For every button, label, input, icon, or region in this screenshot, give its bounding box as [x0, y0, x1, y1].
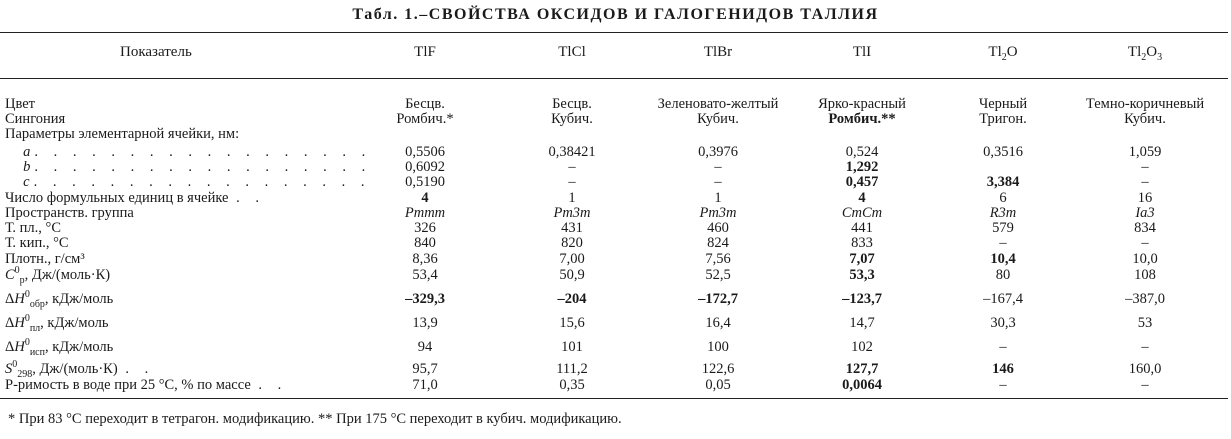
table-cell-tmelt-0: 326 [414, 220, 436, 236]
table-cell-s298-3: 127,7 [845, 361, 879, 377]
row-label [5, 206, 134, 221]
table-cell-tboil-2: 824 [707, 235, 729, 251]
table-cell-s298-4: 146 [992, 361, 1014, 377]
row-label-c: c [23, 174, 30, 190]
table-cell-hmelt-3: 14,7 [849, 315, 875, 331]
table-cell-cp-5: 108 [1134, 267, 1156, 283]
table-cell-syngony-0: Ромбич.* [396, 111, 454, 127]
table-cell-dens-2: 7,56 [705, 251, 731, 267]
table-cell-tmelt-5: 834 [1134, 220, 1156, 236]
header-tl2o: $Tl_2O$ [988, 44, 1018, 63]
table-cell-sol-0: 71,0 [412, 377, 438, 393]
table-title: Табл. 1.–СВОЙСТВА ОКСИДОВ И ГАЛОГЕНИДОВ ТАЛЛИЯ [352, 6, 879, 23]
table-cell-z-2: 1 [714, 190, 722, 206]
table-cell-a-5: 1,059 [1128, 144, 1162, 160]
table-cell-syngony-2: Кубич. [697, 111, 739, 127]
top-rule [0, 32, 1228, 33]
header-tlcl: TlCl [558, 44, 586, 60]
row-label: Р-римость в воде при 25 °С, % по массе . . [5, 377, 288, 393]
table-cell-hform-1: –204 [557, 291, 587, 307]
header-tlf: TlF [414, 44, 436, 60]
table-cell-c-4: 3,384 [986, 174, 1020, 190]
table-cell-b-3: 1,292 [845, 159, 879, 175]
table-cell-hmelt-1: 15,6 [559, 315, 585, 331]
table-cell-color-4: Черный [978, 96, 1028, 112]
table-cell-tboil-4: – [999, 235, 1007, 251]
table-cell-cp-0: 53,4 [412, 267, 438, 283]
table-cell-b-2: – [714, 159, 722, 175]
table-cell-z-3: 4 [858, 190, 866, 206]
row-label-h-vap: , кДж/моль [44, 339, 114, 355]
bottom-rule [0, 398, 1228, 399]
table-cell-syngony-3: Ромбич.** [828, 111, 896, 127]
table-cell-a-2: 0,3976 [698, 144, 738, 160]
row-label-cp: , Дж/(моль·К) [24, 267, 111, 283]
table-cell-syngony-1: Кубич. [551, 111, 593, 127]
table-cell-tmelt-3: 441 [851, 220, 873, 236]
table-cell-a-0: 0,5506 [405, 144, 445, 160]
table-cell-b-0: 0,6092 [405, 159, 445, 175]
table-cell-b-5: – [1141, 159, 1149, 175]
table-cell-tboil-1: 820 [561, 235, 583, 251]
row-label-color: Цвет [5, 96, 36, 112]
table-cell-hvap-0: 94 [417, 339, 433, 355]
row-label-formula-units: Число формульных единиц в ячейке [5, 190, 229, 206]
table-cell-group-2: Pm3m [699, 205, 737, 221]
table-cell-tboil-5: – [1141, 235, 1149, 251]
table-cell-cp-2: 52,5 [705, 267, 731, 283]
table-cell-hform-2: –172,7 [698, 291, 738, 307]
table-cell-s298-2: 122,6 [701, 361, 735, 377]
row-label [5, 97, 35, 112]
table-cell-color-2: Зеленовато-желтый [657, 96, 779, 112]
row-label-space-group: Пространств. группа [5, 205, 134, 221]
table-cell-z-4: 6 [999, 190, 1007, 206]
row-label-boiling: Т. кип., °С [5, 235, 69, 251]
table-cell-hvap-5: – [1141, 339, 1149, 355]
table-cell-hform-4: –167,4 [983, 291, 1023, 307]
header-tl2o3: $Tl_2O_3$ [1127, 44, 1163, 63]
table-cell-hvap-2: 100 [707, 339, 729, 355]
row-label-cell-params: Параметры элементарной ячейки, нм: [5, 126, 240, 142]
table-cell-cp-3: 53,3 [849, 267, 875, 283]
table-cell-dens-4: 10,4 [990, 251, 1016, 267]
table-cell-c-1: – [568, 174, 576, 190]
table-cell-color-0: Бесцв. [405, 96, 445, 112]
table-cell-group-3: CmCm [841, 205, 883, 221]
row-label-melting: Т. пл., °С [5, 220, 61, 236]
row-label: Число формульных единиц в ячейке . . [5, 190, 265, 206]
row-label: c . . . . . . . . . . . . . . . . . . [23, 174, 371, 190]
header-tli: TlI [852, 44, 872, 60]
table-cell-group-1: Pm3m [553, 205, 591, 221]
row-label-b: b [23, 159, 31, 175]
table-cell-hvap-3: 102 [851, 339, 873, 355]
table-cell-sol-4: – [999, 377, 1007, 393]
table-cell-sol-5: – [1141, 377, 1149, 393]
table-cell-s298-0: 95,7 [412, 361, 438, 377]
footnote: * При 83 °С переходит в тетрагон. модификацию. ** При 175 °С переходит в кубич. модификацию. [8, 411, 622, 427]
table-cell-hmelt-5: 53 [1137, 315, 1153, 331]
table-cell-hform-0: –329,3 [405, 291, 445, 307]
table-cell-c-2: – [714, 174, 722, 190]
row-label: b . . . . . . . . . . . . . . . . . . [23, 159, 372, 175]
table-cell-sol-1: 0,35 [559, 377, 585, 393]
table-cell-s298-5: 160,0 [1128, 361, 1162, 377]
header-rule [0, 78, 1228, 79]
table-cell-hmelt-0: 13,9 [412, 315, 438, 331]
row-label [5, 112, 65, 127]
table-cell-hmelt-4: 30,3 [990, 315, 1016, 331]
table-cell-a-4: 0,3516 [983, 144, 1023, 160]
table-cell-sol-2: 0,05 [705, 377, 731, 393]
table-cell-dens-5: 10,0 [1132, 251, 1158, 267]
row-label [5, 221, 61, 236]
row-label: $\Delta H^0_{пл}$, кДж/моль [5, 313, 109, 334]
table-cell-s298-1: 111,2 [556, 361, 588, 377]
row-label [5, 127, 239, 142]
table-cell-tmelt-4: 579 [992, 220, 1014, 236]
row-label-s298: , Дж/(моль·К) [32, 361, 118, 377]
row-label-h-form: , кДж/моль [44, 291, 114, 307]
table-cell-tboil-3: 833 [851, 235, 873, 251]
row-label-a: a [23, 144, 31, 160]
table-cell-sol-3: 0,0064 [842, 377, 882, 393]
table-cell-tmelt-2: 460 [707, 220, 729, 236]
table-cell-syngony-4: Тригон. [979, 111, 1027, 127]
table-cell-hmelt-2: 16,4 [705, 315, 731, 331]
row-label: $C^0_p$, Дж/(моль·К) [5, 265, 111, 286]
table-cell-z-5: 16 [1137, 190, 1153, 206]
table-cell-a-1: 0,38421 [548, 144, 596, 160]
table-cell-hform-5: –387,0 [1125, 291, 1165, 307]
table-cell-z-0: 4 [421, 190, 429, 206]
row-label: $\Delta H^0_{обр}$, кДж/моль [5, 289, 114, 310]
table-cell-tboil-0: 840 [414, 235, 436, 251]
table-cell-dens-3: 7,07 [849, 251, 875, 267]
table-cell-tmelt-1: 431 [561, 220, 583, 236]
header-parameter: Показатель [120, 44, 192, 60]
table-cell-dens-1: 7,00 [559, 251, 585, 267]
row-label-density: Плотн., г/см³ [5, 251, 85, 267]
table-cell-a-3: 0,524 [845, 144, 879, 160]
table-cell-color-3: Ярко-красный [818, 96, 906, 112]
table-cell-c-5: – [1141, 174, 1149, 190]
row-label [5, 236, 69, 251]
table-cell-group-5: Ia3 [1135, 205, 1155, 221]
table-cell-dens-0: 8,36 [412, 251, 438, 267]
table-cell-syngony-5: Кубич. [1124, 111, 1166, 127]
table-cell-hvap-4: – [999, 339, 1007, 355]
header-tlbr: TlBr [703, 44, 733, 60]
table-cell-cp-4: 80 [995, 267, 1011, 283]
table-cell-cp-1: 50,9 [559, 267, 585, 283]
row-label: $S^0_{298}$, Дж/(моль·К) . . [5, 359, 155, 380]
table-cell-c-0: 0,5190 [405, 174, 445, 190]
table-cell-group-4: R3m [989, 205, 1017, 221]
table-cell-c-3: 0,457 [845, 174, 879, 190]
row-label-solubility: Р-римость в воде при 25 °С, % по массе [5, 377, 251, 393]
table-cell-z-1: 1 [568, 190, 576, 206]
table-cell-hvap-1: 101 [561, 339, 583, 355]
table-cell-hform-3: –123,7 [842, 291, 882, 307]
table-cell-b-1: – [568, 159, 576, 175]
row-label: $\Delta H^0_{исп}$, кДж/моль [5, 337, 114, 358]
row-label-syngony: Сингония [5, 111, 66, 127]
row-label-h-melt: , кДж/моль [40, 315, 109, 331]
row-label: a . . . . . . . . . . . . . . . . . . [23, 144, 372, 160]
table-cell-group-0: Pmmm [404, 205, 446, 221]
table-cell-color-5: Темно-коричневый [1085, 96, 1205, 112]
row-label-cp-symbol: C [5, 267, 15, 283]
table-cell-color-1: Бесцв. [552, 96, 592, 112]
